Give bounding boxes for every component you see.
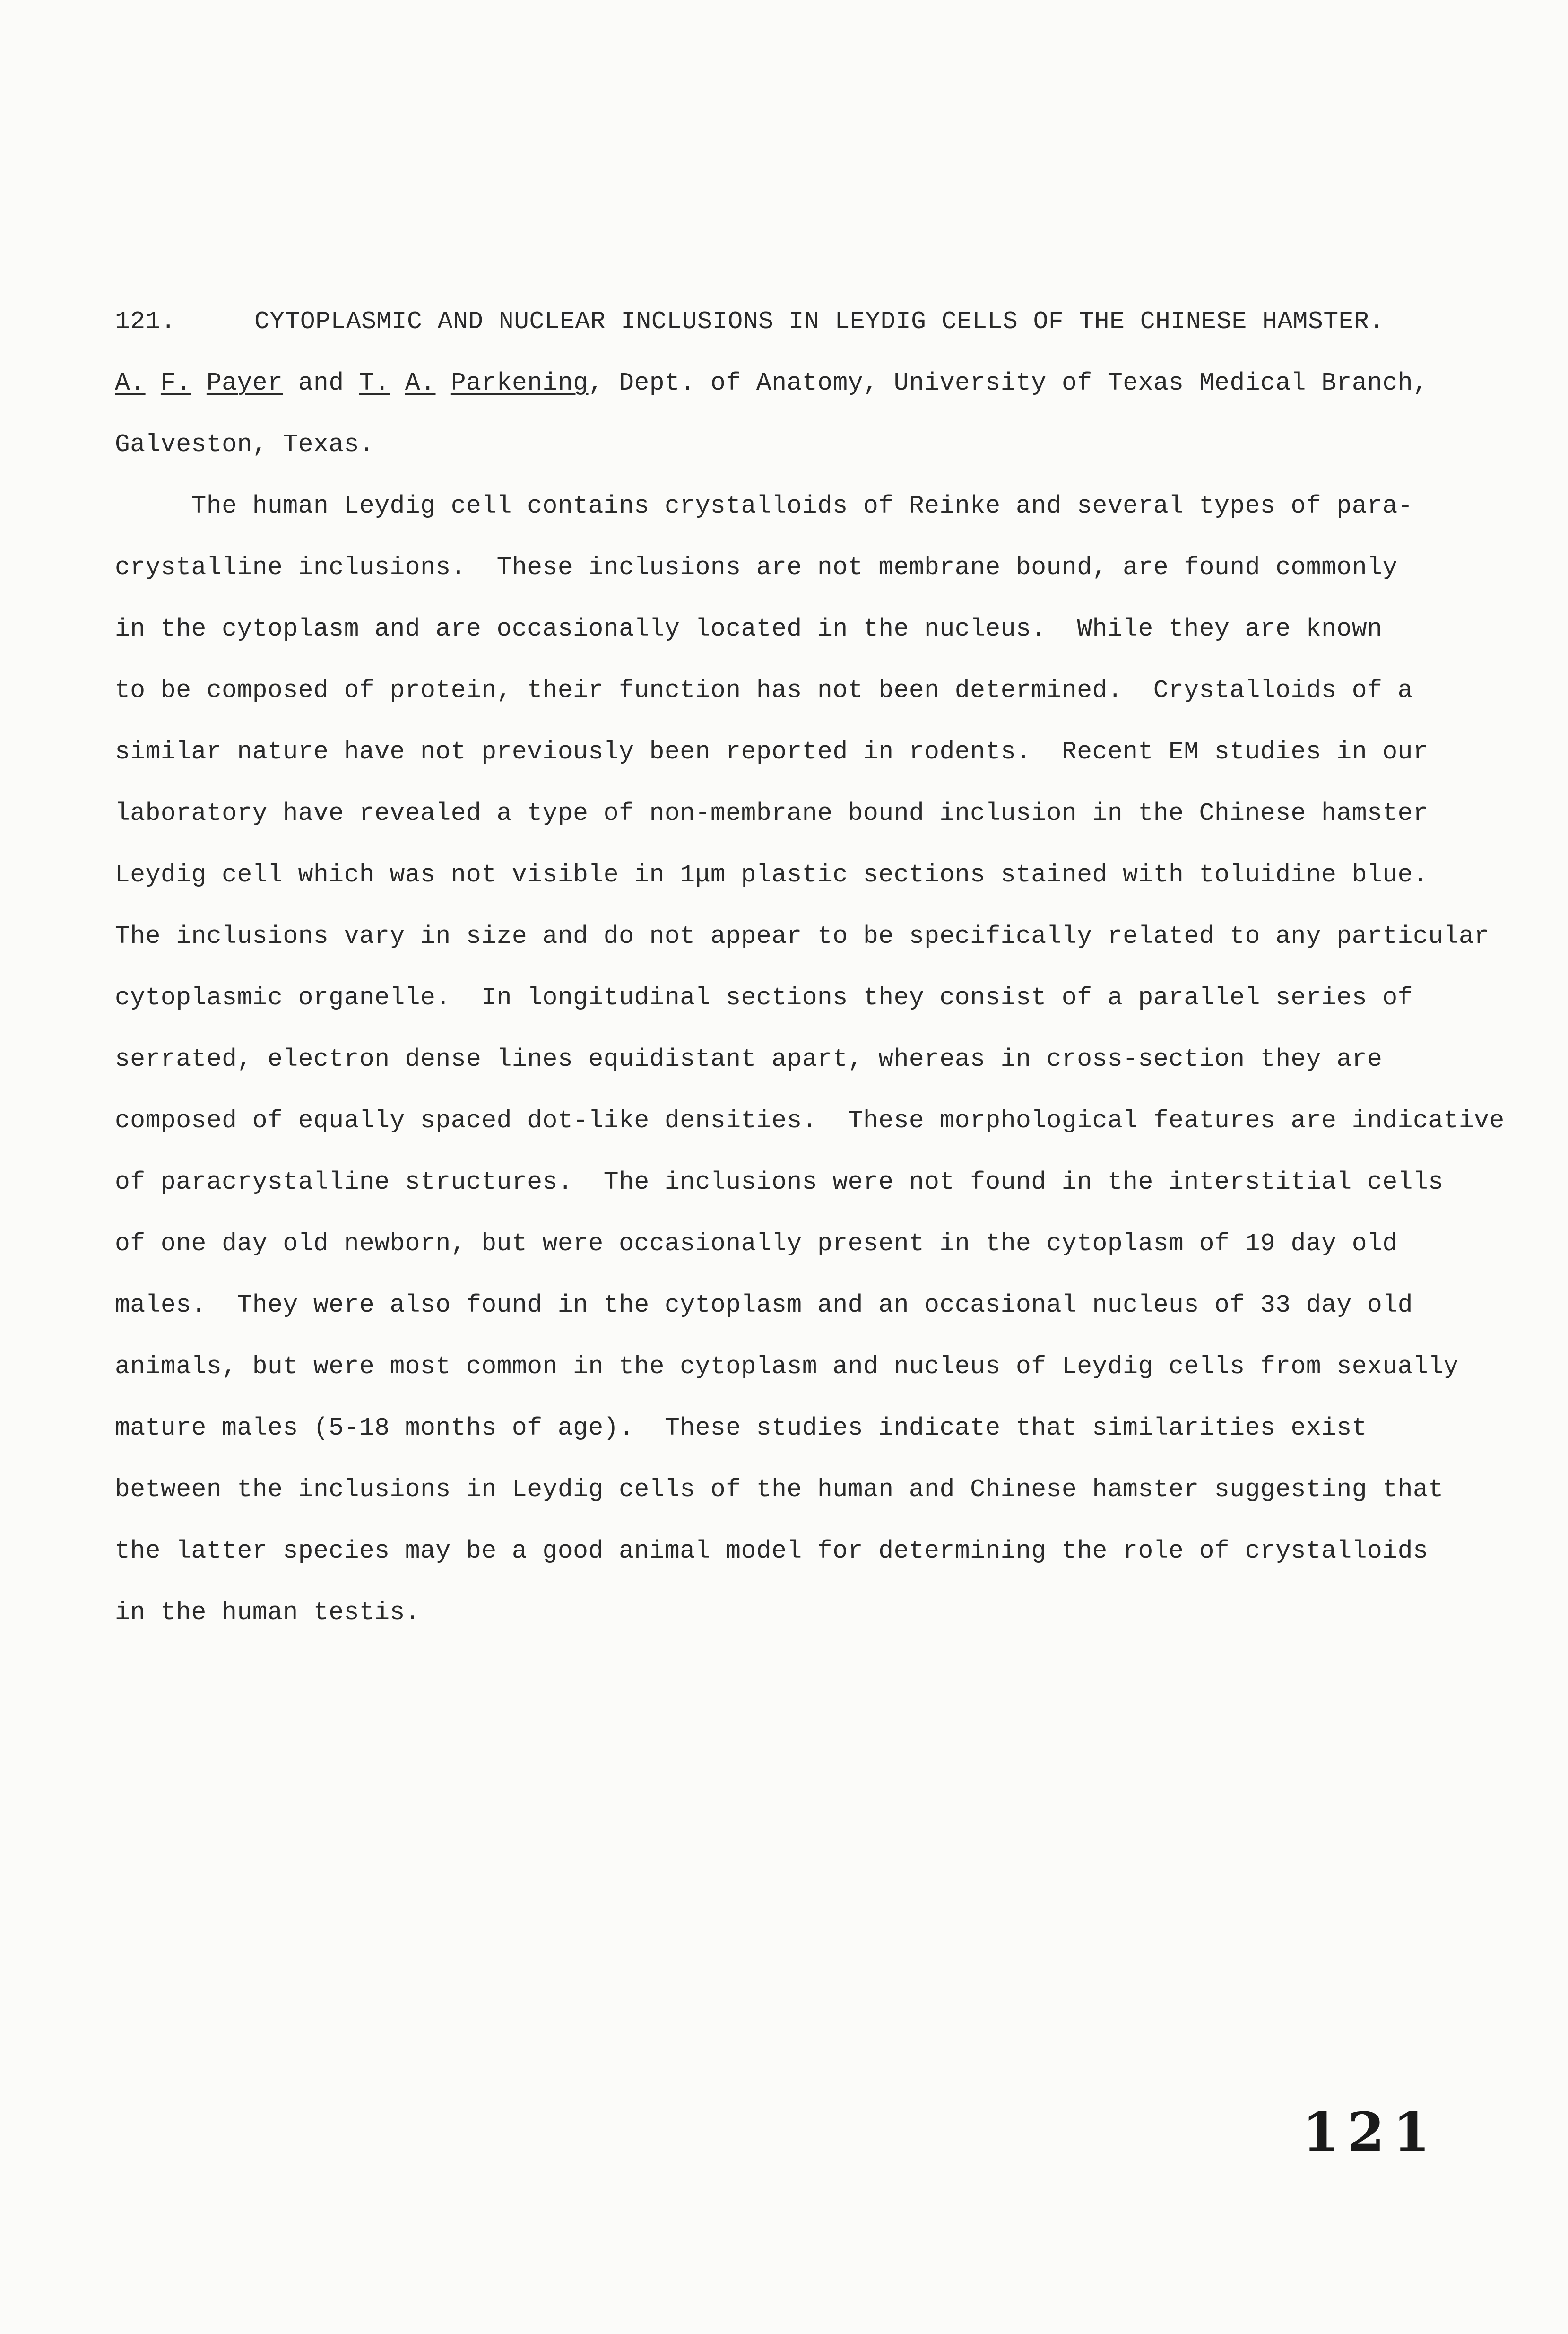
body-line-17: between the inclusions in Leydig cells of the human and Chinese hamster suggesting that: [115, 1475, 1444, 1504]
body-line-14: males. They were also found in the cytoplasm and an occasional nucleus of 33 day old: [115, 1291, 1413, 1319]
author1-initial1: A.: [115, 369, 146, 397]
body-line-4: to be composed of protein, their function has not been determined. Crystalloids of a: [115, 676, 1413, 705]
author2-surname: Parkening: [450, 369, 589, 397]
body-line-13: of one day old newborn, but were occasionally present in the cytoplasm of 19 day old: [115, 1229, 1398, 1258]
body-line-3: in the cytoplasm and are occasionally located in the nucleus. While they are known: [115, 615, 1383, 643]
author2-initial2: A.: [405, 369, 436, 397]
abstract-number: 121.: [115, 307, 176, 336]
body-line-8: The inclusions vary in size and do not appear to be specifically related to any particular: [115, 922, 1490, 950]
author2-initial1: T.: [359, 369, 390, 397]
authors-line: [115, 369, 1428, 397]
authors-and: and: [298, 369, 344, 397]
body-line-9: cytoplasmic organelle. In longitudinal sections they consist of a parallel series of: [115, 984, 1413, 1012]
abstract-title: CYTOPLASMIC AND NUCLEAR INCLUSIONS IN LEYDIG CELLS OF THE CHINESE HAMSTER.: [254, 307, 1385, 336]
body-line-15: animals, but were most common in the cytoplasm and nucleus of Leydig cells from sexually: [115, 1352, 1459, 1381]
author1-initial2: F.: [160, 369, 191, 397]
abstract-title-line: [115, 307, 1385, 336]
body-line-5: similar nature have not previously been reported in rodents. Recent EM studies in our: [115, 738, 1429, 766]
affiliation: , Dept. of Anatomy, University of Texas Medical Branch,: [588, 369, 1429, 397]
body-line-7: Leydig cell which was not visible in 1μm plastic sections stained with toluidine blue.: [115, 861, 1429, 889]
body-line-11: composed of equally spaced dot-like densities. These morphological features are indicative: [115, 1106, 1505, 1135]
body-line-12: of paracrystalline structures. The inclusions were not found in the interstitial cells: [115, 1168, 1444, 1196]
page-number: 121: [1302, 2101, 1438, 2163]
body-line-10: serrated, electron dense lines equidistant apart, whereas in cross-section they are: [115, 1045, 1383, 1073]
body-line-6: laboratory have revealed a type of non-membrane bound inclusion in the Chinese hamster: [115, 799, 1429, 827]
author1-surname: Payer: [206, 369, 283, 397]
body-line-16: mature males (5-18 months of age). These studies indicate that similarities exist: [115, 1414, 1368, 1442]
body-line-18: the latter species may be a good animal model for determining the role of crystalloids: [115, 1537, 1429, 1565]
body-line-19: in the human testis.: [115, 1598, 421, 1627]
body-line-2: crystalline inclusions. These inclusions are not membrane bound, are found commonly: [115, 553, 1398, 582]
body-line-1: The human Leydig cell contains crystalloids of Reinke and several types of para-: [115, 492, 1413, 520]
location-line: Galveston, Texas.: [115, 430, 375, 459]
